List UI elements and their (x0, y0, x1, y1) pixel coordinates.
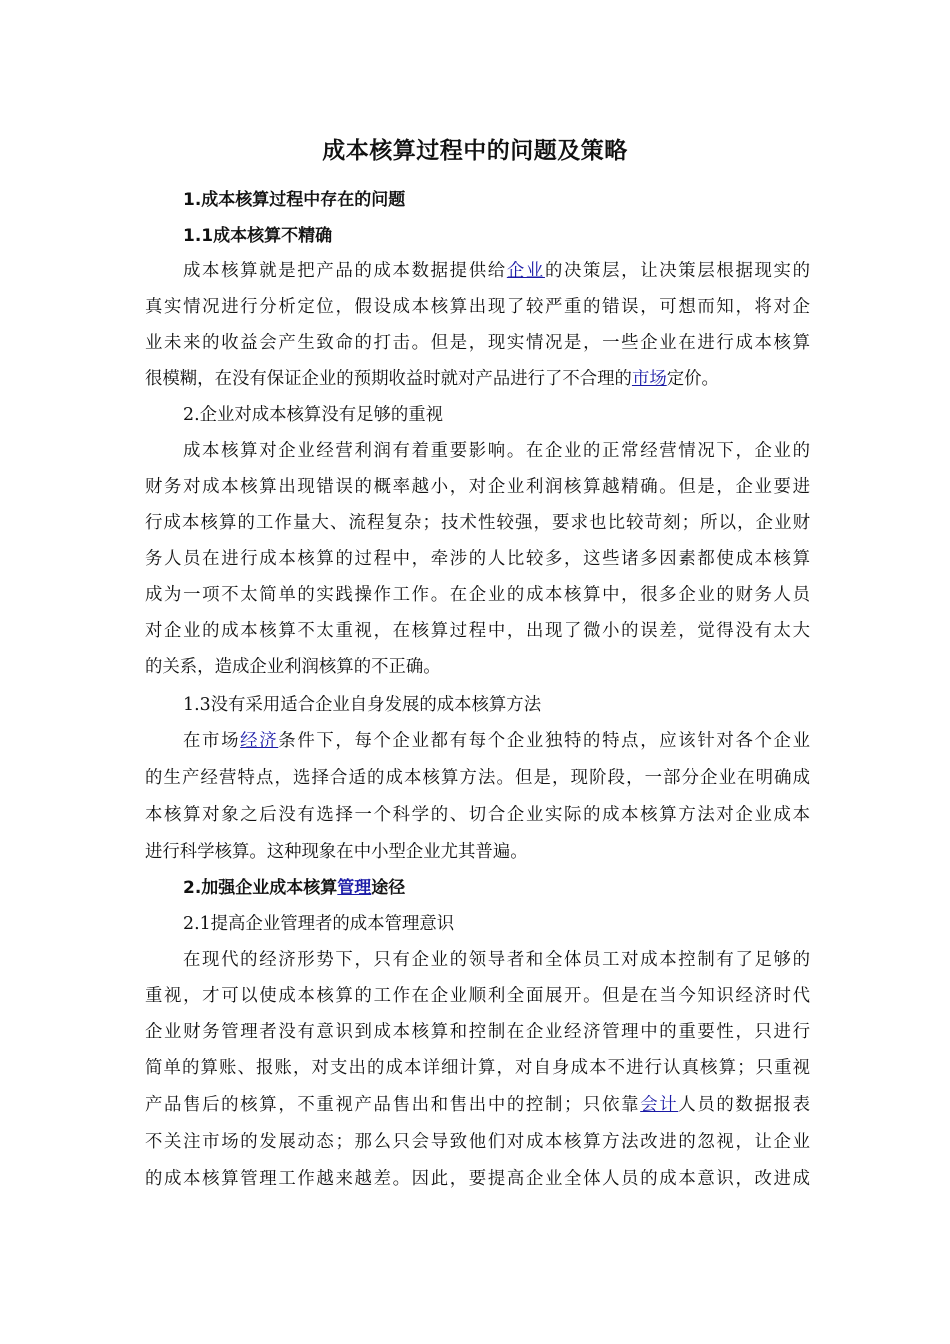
subsection-heading-1-2: 2.企业对成本核算没有足够的重视 (183, 405, 444, 425)
text-run: 的决策层，让决策层根据现实的 (544, 261, 810, 281)
paragraph-line: 不关注市场的发展动态；那么只会导致他们对成本核算方法改进的忽视，让企业 (145, 1132, 810, 1152)
link-economy[interactable]: 经济 (240, 731, 279, 751)
paragraph-line: 业未来的收益会产生致命的打击。但是，现实情况是，一些企业在进行成本核算 (145, 333, 810, 353)
subsection-heading-1-1: 1.1成本核算不精确 (183, 226, 333, 246)
link-accounting[interactable]: 会计 (640, 1095, 679, 1115)
subsection-heading-2-1: 2.1提高企业管理者的成本管理意识 (183, 914, 455, 934)
link-market[interactable]: 市场 (631, 369, 667, 389)
text-run: 条件下，每个企业都有每个企业独特的特点，应该针对各个企业 (278, 731, 810, 751)
text-run: 定价。 (666, 369, 719, 389)
paragraph-line: 财务对成本核算出现错误的概率越小，对企业利润核算越精确。但是，企业要进 (145, 477, 810, 497)
paragraph-line: 简单的算账、报账，对支出的成本详细计算，对自身成本不进行认真核算；只重视 (145, 1058, 810, 1078)
paragraph-line: 行成本核算的工作量大、流程复杂；技术性较强，要求也比较苛刻；所以，企业财 (145, 513, 810, 533)
paragraph-line: 的成本核算管理工作越来越差。因此，要提高企业全体人员的成本意识，改进成 (145, 1169, 810, 1189)
paragraph-line: 成为一项不太简单的实践操作工作。在企业的成本核算中，很多企业的财务人员 (145, 585, 810, 605)
paragraph-line: 在现代的经济形势下，只有企业的领导者和全体员工对成本控制有了足够的 (183, 950, 810, 970)
paragraph-line: 重视，才可以使成本核算的工作在企业顺利全面展开。但是在当今知识经济时代 (145, 986, 810, 1006)
paragraph-line: 企业财务管理者没有意识到成本核算和控制在企业经济管理中的重要性，只进行 (145, 1022, 810, 1042)
text-run: 产品售后的核算，不重视产品售出和售出中的控制；只依靠 (145, 1095, 641, 1115)
paragraph-line (145, 1090, 810, 1120)
paragraph-line: 本核算对象之后没有选择一个科学的、切合企业实际的成本核算方法对企业成本 (145, 805, 810, 825)
text-run: 人员的数据报表 (678, 1095, 810, 1115)
text-run: 在市场 (183, 731, 241, 751)
text-run: 途径 (371, 878, 406, 898)
paragraph-line: 的生产经营特点，选择合适的成本核算方法。但是，现阶段，一部分企业在明确成 (145, 768, 810, 788)
subsection-heading-1-3: 1.3没有采用适合企业自身发展的成本核算方法 (183, 695, 542, 715)
paragraph-line (145, 364, 810, 394)
section-heading-2 (183, 873, 810, 903)
paragraph-line: 真实情况进行分析定位，假设成本核算出现了较严重的错误，可想而知，将对企 (145, 297, 810, 317)
paragraph-line (183, 726, 810, 756)
link-enterprise[interactable]: 企业 (506, 261, 545, 281)
link-management[interactable]: 管理 (337, 878, 372, 898)
section-heading-1: 1.成本核算过程中存在的问题 (183, 190, 406, 210)
paragraph-line: 进行科学核算。这种现象在中小型企业尤其普遍。 (145, 842, 528, 862)
paragraph-line: 务人员在进行成本核算的过程中，牵涉的人比较多，这些诸多因素都使成本核算 (145, 549, 810, 569)
text-run: 2.加强企业成本核算 (183, 878, 338, 898)
paragraph-line (183, 256, 810, 286)
text-run: 成本核算就是把产品的成本数据提供给 (183, 261, 507, 281)
text-run: 很模糊，在没有保证企业的预期收益时就对产品进行了不合理的 (145, 369, 632, 389)
paragraph-line: 对企业的成本核算不太重视，在核算过程中，出现了微小的误差，觉得没有太大 (145, 621, 810, 641)
paragraph-line: 的关系，造成企业利润核算的不正确。 (145, 657, 441, 677)
document-title: 成本核算过程中的问题及策略 (322, 138, 628, 164)
paragraph-line: 成本核算对企业经营利润有着重要影响。在企业的正常经营情况下，企业的 (183, 441, 810, 461)
